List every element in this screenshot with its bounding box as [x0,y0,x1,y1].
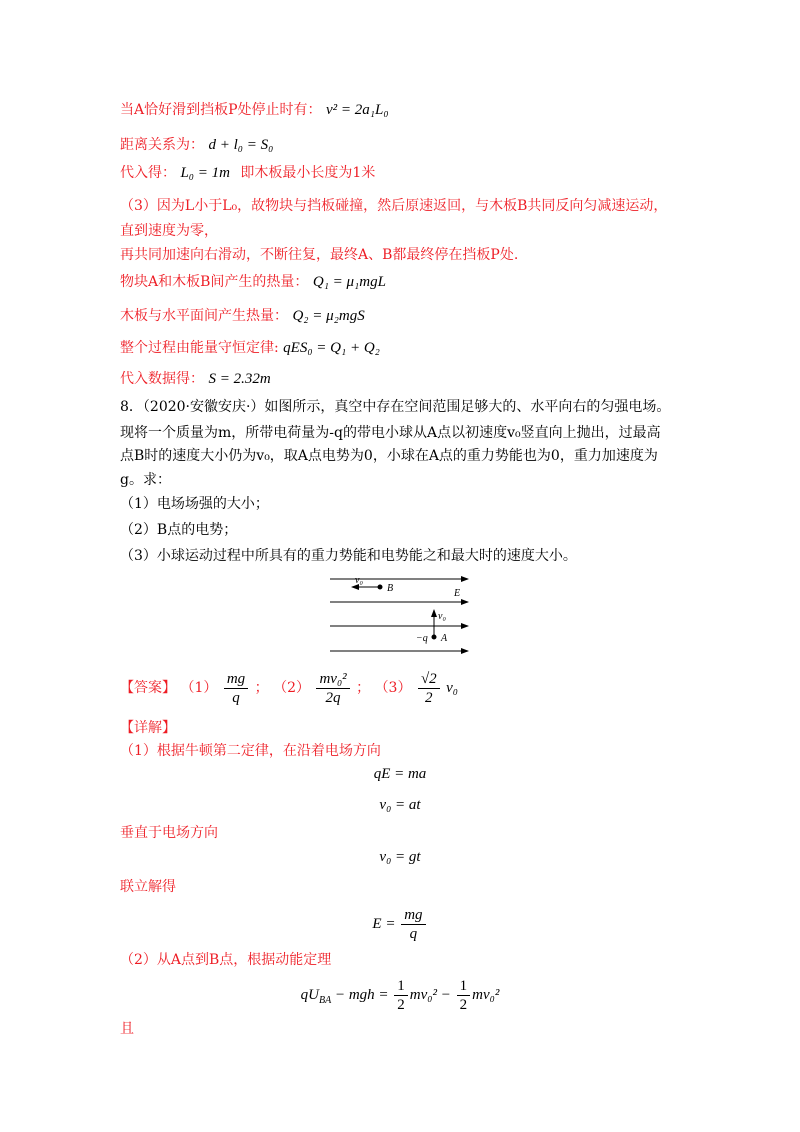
separator: ； [254,680,269,696]
term: mv₀² [409,987,437,1003]
term: mv₀² [472,987,500,1003]
answer-fraction-3 [418,670,440,707]
numerator: mg [224,670,248,689]
lhs: E = [372,916,396,932]
subscript: BA [319,995,332,1006]
solution-line-4: （3）因为L小于L₀，故物块与挡板碰撞，然后原速返回，与木板B共同反向匀减速运动， [120,198,668,214]
formula: v² = 2a₁L₀ [325,102,389,118]
problem-line-4: g。求： [120,472,171,488]
solution-line-2 [120,135,273,155]
solution-line-3 [120,163,375,183]
numerator: mv₀² [316,670,349,689]
answer-fraction-2 [316,670,349,707]
equation-4 [0,904,800,944]
denominator: 2q [325,689,341,706]
denominator: q [409,926,418,943]
point-b [378,585,383,590]
detail-label: 【详解】 [120,720,176,736]
detail-line-3: 联立解得 [120,879,176,895]
text: 即木板最小长度为1米 [240,165,376,181]
half-fraction-1 [394,977,408,1014]
label-b: B [387,583,394,594]
detail-line-4: （2）从A点到B点，根据动能定理 [120,952,332,968]
label-v0-top: v₀ [355,575,363,586]
detail-line-1: （1）根据牛顿第二定律，在沿着电场方向 [120,743,381,759]
formula: L₀ = 1m [180,165,230,181]
formula: d + l₀ = S₀ [208,137,274,153]
answer-part-1: （1） [180,680,218,696]
label-q: −q [416,633,428,644]
formula: Q₂ = μ₂mgS [292,308,365,324]
numerator: 1 [394,977,408,996]
equation-1: qE = ma [373,766,427,782]
question-1: （1）电场场强的大小； [120,496,269,512]
half-fraction-2 [457,977,471,1014]
text: 整个过程由能量守恒定律: [120,340,279,356]
problem-line-3: 点B时的速度大小仍为v₀，取A点电势为0，小球在A点的重力势能也为0，重力加速度为 [120,448,658,464]
denominator: 2 [425,689,433,706]
denominator: 2 [397,997,405,1014]
separator: ； [356,680,371,696]
electric-field-figure [330,572,475,660]
answer-part-3: （3） [374,680,412,696]
text: 代入数据得： [120,371,204,387]
question-3: （3）小球运动过程中所具有的重力势能和电势能之和最大时的速度大小。 [120,548,577,564]
solution-line-9 [120,338,380,358]
denominator: q [232,689,240,706]
formula: Q₁ = μ₁mgL [312,274,386,290]
point-a [432,635,437,640]
text: 物块A和木板B间产生的热量： [120,274,309,290]
solution-line-8 [120,306,365,326]
label-e: E [454,588,461,599]
denominator: 2 [459,997,468,1014]
detail-line-5: 且 [120,1021,134,1037]
answer-part-2: （2） [273,680,310,696]
numerator: 1 [457,977,471,996]
text: 代入得： [120,165,176,181]
numerator: mg [401,906,425,925]
equation-5 [0,975,800,1021]
solution-line-1 [120,100,389,120]
answer-tail: v₀ [446,680,458,696]
answer-label: 【答案】 [120,680,176,696]
numerator: √2 [418,670,440,689]
problem-line-1: 8．（2020·安徽安庆·）如图所示，真空中存在空间范围足够大的、水平向右的匀强电场。 [120,399,671,415]
formula: qES₀ = Q₁ + Q₂ [283,340,380,356]
equation-2: v₀ = at [379,797,421,813]
solution-line-5: 直到速度为零， [120,223,218,239]
equation-3: v₀ = gt [379,849,421,865]
label-v0-mid: v₀ [438,611,446,622]
solution-line-7 [120,272,386,292]
minus: − [440,987,451,1003]
answer-line [120,668,458,708]
term: − mgh = [331,987,389,1003]
text: 木板与水平面间产生热量： [120,308,288,324]
label-a: A [441,633,448,644]
question-2: （2）B点的电势； [120,522,238,538]
formula: S = 2.32m [208,371,271,387]
fraction [401,906,425,943]
text: 距离关系为： [120,137,204,153]
solution-line-10 [120,369,271,389]
detail-line-2: 垂直于电场方向 [120,825,218,841]
text: 当A恰好滑到挡板P处停止时有： [120,102,322,118]
solution-line-6: 再共同加速向右滑动，不断往复，最终A、B都最终停在挡板P处. [120,247,519,263]
term: qU [300,987,319,1003]
answer-fraction-1 [224,670,248,707]
problem-line-2: 现将一个质量为m，所带电荷量为-q的带电小球从A点以初速度v₀竖直向上抛出，过最高 [120,425,661,441]
